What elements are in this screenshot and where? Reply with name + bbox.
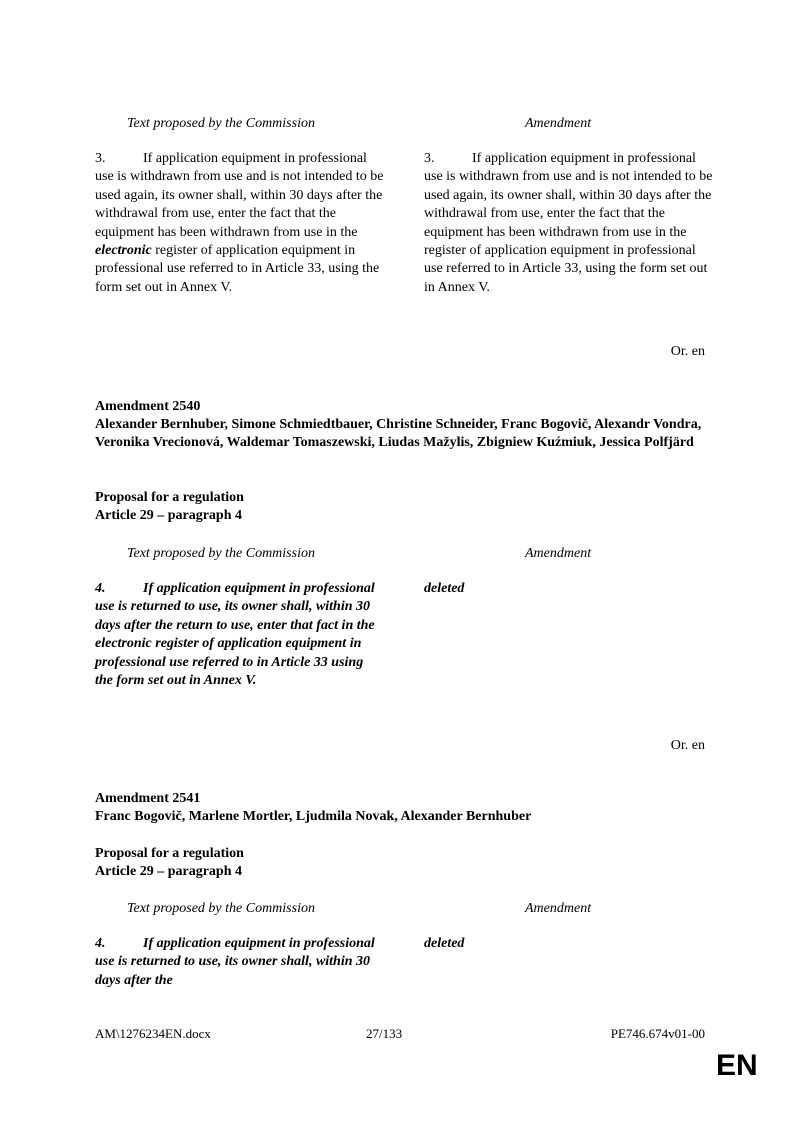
paragraph-text-before: If application equipment in professional use is withdrawn from use and is not intended to be used again, its owner shall, within 30 days after the withdrawal from use, enter the fact that the equipment has been withdrawn from use in the <box>95 151 384 240</box>
commission-text-paragraph-4 <box>95 935 380 990</box>
document-reference: AM\1276234EN.docx <box>95 1026 211 1041</box>
paragraph-text: If application equipment in professional use is returned to use, its owner shall, within 30 days after the return to use, enter that fact in the electronic register of application equipment in professional use referred to in Article 33 using the form set out in Annex V. <box>95 581 375 689</box>
col-header-amendment: Amendment <box>525 901 592 916</box>
col-header-amendment: Amendment <box>525 116 592 131</box>
paragraph-number: 3. <box>424 151 435 166</box>
proposal-label: Proposal for a regulation <box>95 846 244 861</box>
col-header-amendment: Amendment <box>525 546 592 561</box>
amendment-authors: Franc Bogovič, Marlene Mortler, Ljudmila Novak, Alexander Bernhuber <box>95 809 532 824</box>
col-header-commission: Text proposed by the Commission <box>127 546 315 561</box>
paragraph-text-after: register of application equipment in professional use referred to in Article 33, using the form set out in Annex V. <box>95 243 380 295</box>
paragraph-number: 3. <box>95 151 106 166</box>
article-reference: Article 29 – paragraph 4 <box>95 864 242 879</box>
amendment-deleted: deleted <box>424 581 465 596</box>
paragraph-text: If application equipment in professional use is withdrawn from use and is not intended to be used again, its owner shall, within 30 days after the withdrawal from use, enter the fact that the equipment has been withdrawn from use in the register of application equipment in professional use referred to in Article 33, using the form set out in Annex V. <box>424 151 713 295</box>
amendment-text-paragraph-3 <box>424 150 714 297</box>
page-number: 27/133 <box>366 1026 403 1041</box>
amendment-authors: Alexander Bernhuber, Simone Schmiedtbauer, Christine Schneider, Franc Bogovič, Alexandr Vondra, Veronika Vrecionová, Waldemar Tomaszewski, Liudas Mažylis, Zbigniew Kuźmiuk, Jessica Polfjärd <box>95 417 702 451</box>
commission-text-paragraph-4 <box>95 580 380 690</box>
col-header-commission: Text proposed by the Commission <box>127 901 315 916</box>
language-badge: EN <box>716 1049 758 1082</box>
commission-text-paragraph-3 <box>95 150 385 297</box>
paragraph-number: 4. <box>95 936 106 951</box>
article-reference: Article 29 – paragraph 4 <box>95 508 242 523</box>
emphasized-word: electronic <box>95 243 152 259</box>
pe-reference: PE746.674v01-00 <box>610 1026 705 1041</box>
paragraph-number: 4. <box>95 581 106 596</box>
amendment-title: Amendment 2540 <box>95 399 201 414</box>
col-header-commission: Text proposed by the Commission <box>127 116 315 131</box>
amendment-deleted: deleted <box>424 936 465 951</box>
proposal-label: Proposal for a regulation <box>95 490 244 505</box>
language-note: Or. en <box>670 738 705 753</box>
amendment-title: Amendment 2541 <box>95 791 201 806</box>
language-note: Or. en <box>670 344 705 359</box>
paragraph-text: If application equipment in professional use is returned to use, its owner shall, within 30 days after the <box>95 936 375 988</box>
